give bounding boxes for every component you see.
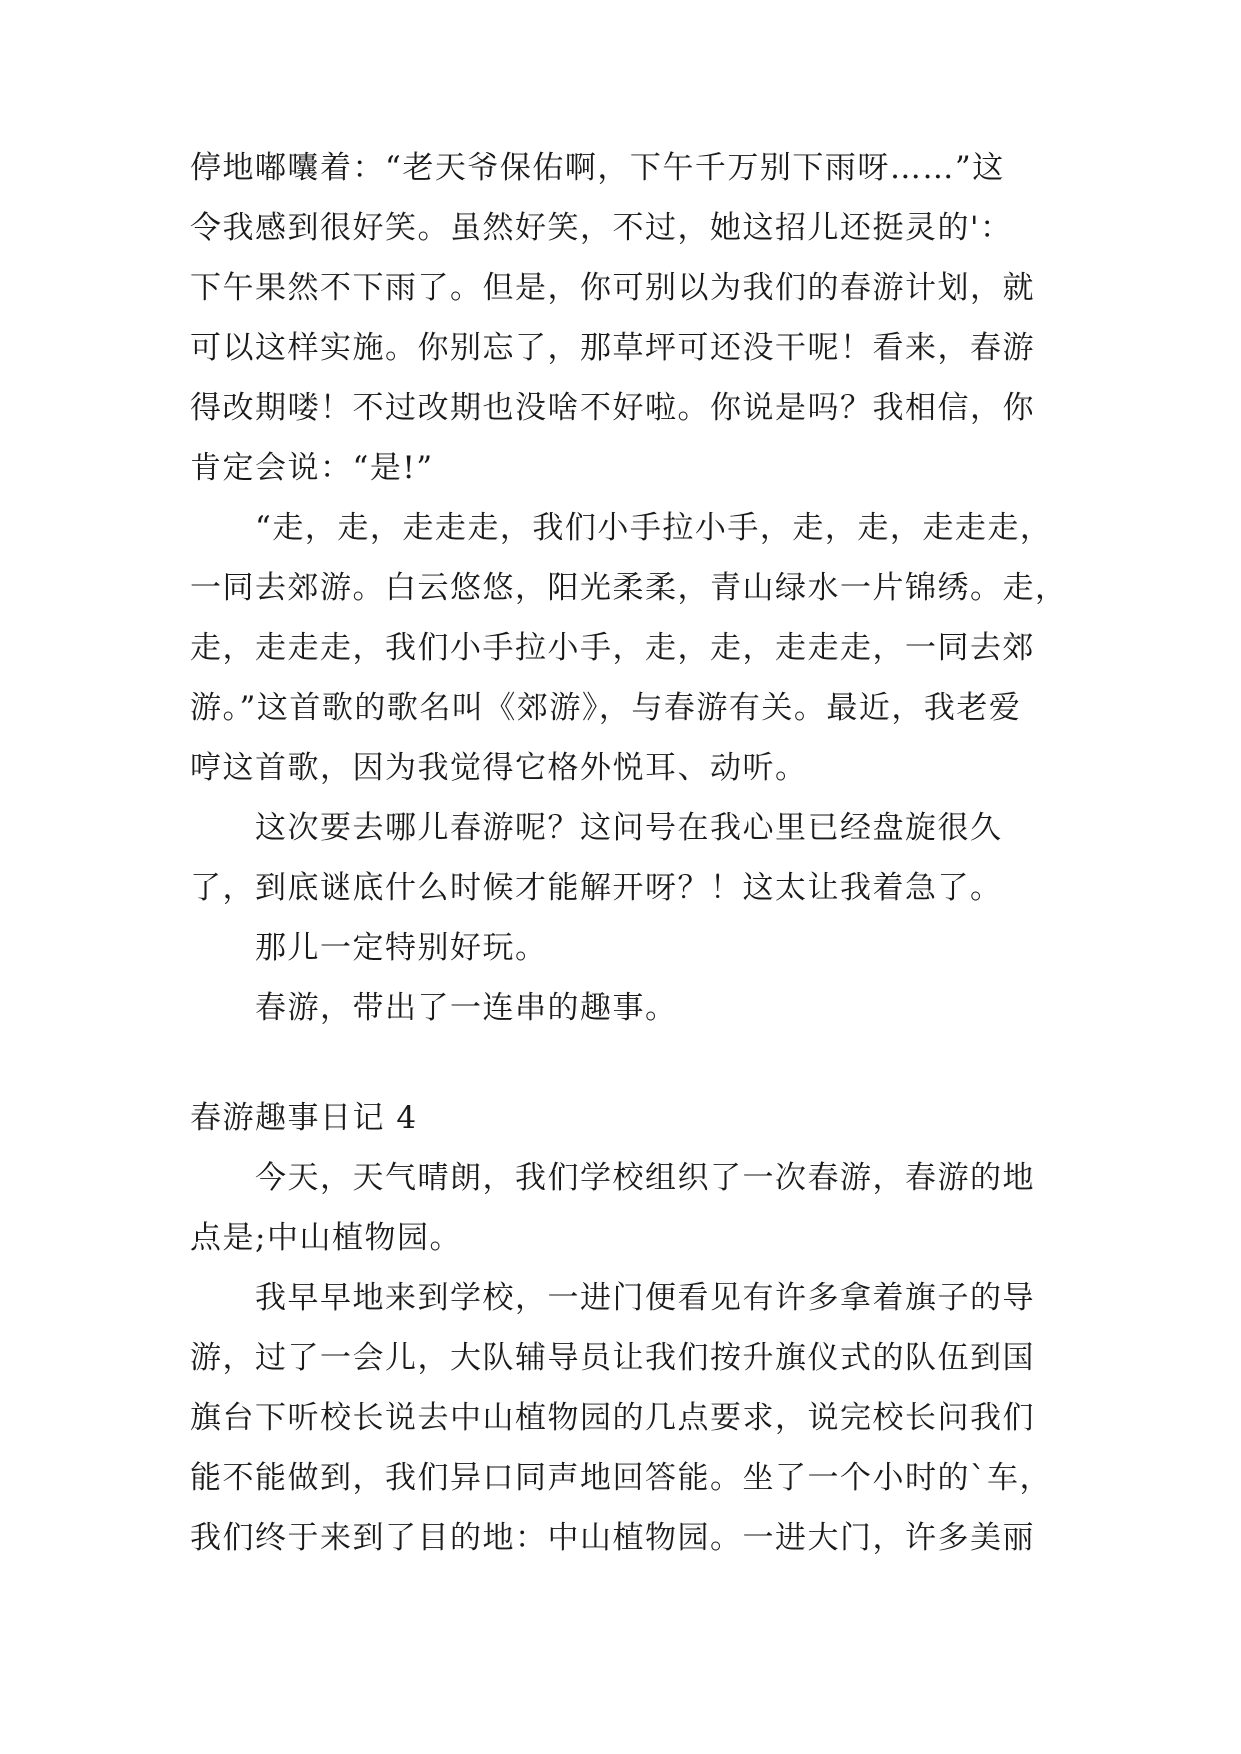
text-line: 走，走走走，我们小手拉小手，走，走，走走走，一同去郊 bbox=[190, 630, 1035, 666]
section-heading: 春游趣事日记 4 bbox=[190, 1100, 418, 1136]
text-line: 得改期喽！不过改期也没啥不好啦。你说是吗？我相信，你 bbox=[190, 390, 1035, 426]
text-line: 我们终于来到了目的地：中山植物园。一进大门，许多美丽 bbox=[190, 1520, 1035, 1556]
text-line: 停地嘟囔着：“老天爷保佑啊，下午千万别下雨呀……”这 bbox=[190, 150, 1005, 186]
text-line: “走，走，走走走，我们小手拉小手，走，走，走走走， bbox=[255, 510, 1053, 546]
text-line: 旗台下听校长说去中山植物园的几点要求，说完校长问我们 bbox=[190, 1400, 1035, 1436]
text-line: 一同去郊游。白云悠悠，阳光柔柔，青山绿水一片锦绣。走， bbox=[190, 570, 1068, 606]
text-line: 肯定会说：“是!” bbox=[190, 450, 434, 486]
text-line: 这次要去哪儿春游呢？这问号在我心里已经盘旋很久 bbox=[255, 810, 1003, 846]
text-line: 游，过了一会儿，大队辅导员让我们按升旗仪式的队伍到国 bbox=[190, 1340, 1035, 1376]
text-line: 令我感到很好笑。虽然好笑，不过，她这招儿还挺灵的'： bbox=[190, 210, 1013, 246]
text-line: 可以这样实施。你别忘了，那草坪可还没干呢！看来，春游 bbox=[190, 330, 1035, 366]
text-line: 那儿一定特别好玩。 bbox=[255, 930, 548, 966]
text-line: 游。”这首歌的歌名叫《郊游》，与春游有关。最近，我老爱 bbox=[190, 690, 1022, 726]
text-line: 今天，天气晴朗，我们学校组织了一次春游，春游的地 bbox=[255, 1160, 1035, 1196]
text-line: 下午果然不下雨了。但是，你可别以为我们的春游计划，就 bbox=[190, 270, 1035, 306]
text-line: 哼这首歌，因为我觉得它格外悦耳、动听。 bbox=[190, 750, 808, 786]
text-line: 点是;中山植物园。 bbox=[190, 1220, 462, 1256]
text-line: 能不能做到，我们异口同声地回答能。坐了一个小时的`车， bbox=[190, 1460, 1052, 1496]
text-line: 了，到底谜底什么时候才能解开呀？！这太让我着急了。 bbox=[190, 870, 1003, 906]
text-line: 春游，带出了一连串的趣事。 bbox=[255, 990, 678, 1026]
text-line: 我早早地来到学校，一进门便看见有许多拿着旗子的导 bbox=[255, 1280, 1035, 1316]
